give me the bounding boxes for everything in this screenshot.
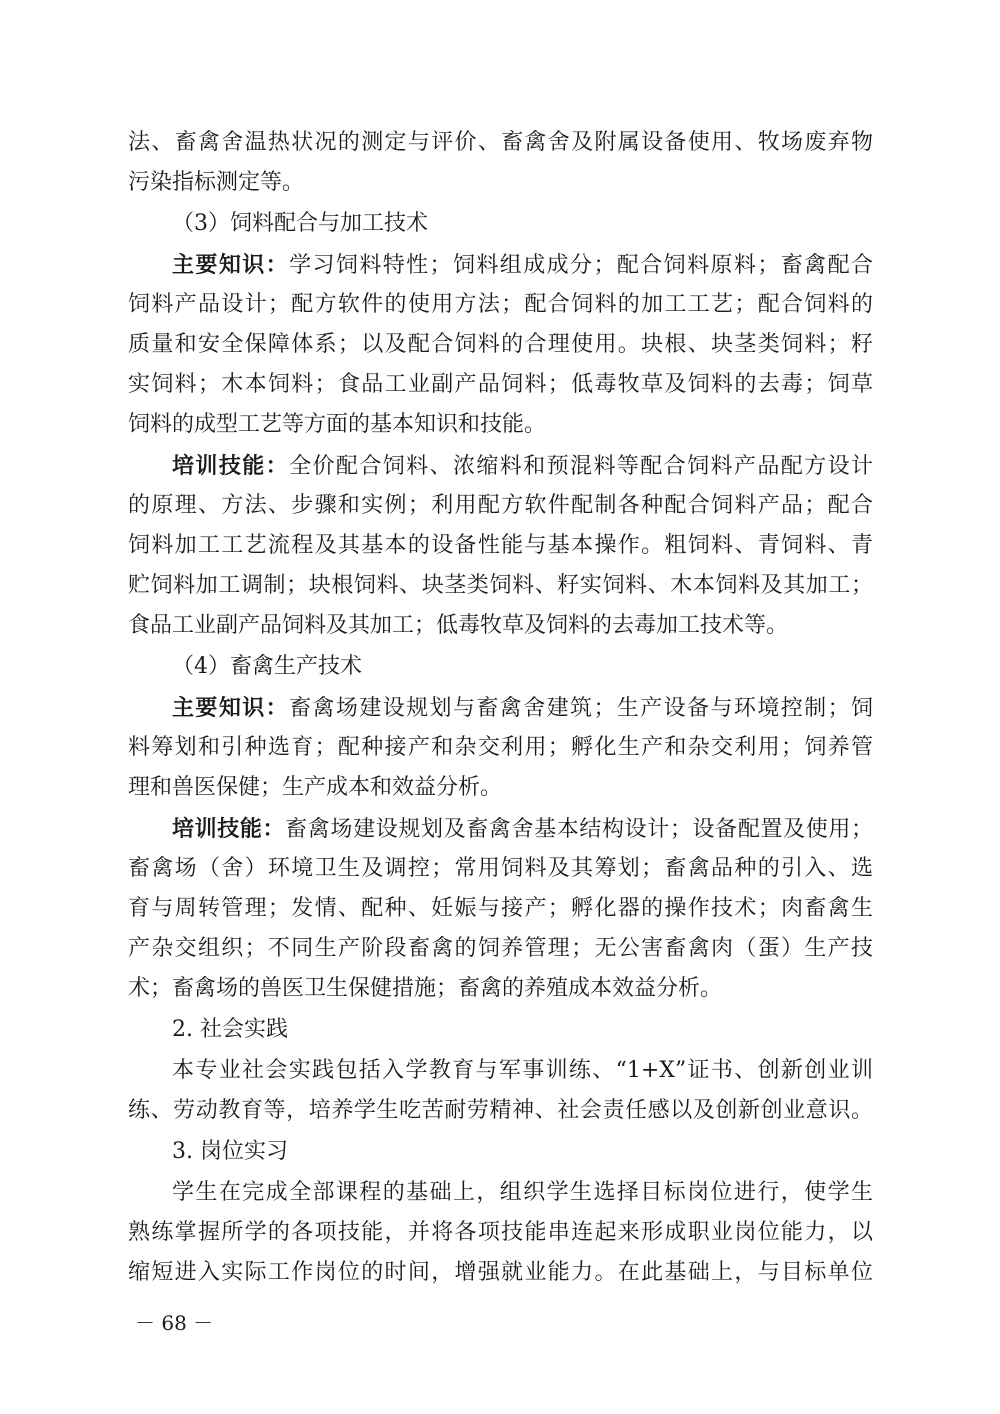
text-line: 练、劳动教育等，培养学生吃苦耐劳精神、社会责任感以及创新创业意识。: [128, 1098, 873, 1123]
text-line: 饲料加工工艺流程及其基本的设备性能与基本操作。粗饲料、青饲料、青: [128, 533, 873, 558]
text-line: 产杂交组织；不同生产阶段畜禽的饲养管理；无公害畜禽肉（蛋）生产技: [128, 936, 873, 961]
paragraph-first-line: 学生在完成全部课程的基础上，组织学生选择目标岗位进行，使学生: [172, 1180, 873, 1205]
text-line: 术；畜禽场的兽医卫生保健措施；畜禽的养殖成本效益分析。: [128, 976, 723, 1001]
text-line: 饲料的成型工艺等方面的基本知识和技能。: [128, 412, 547, 437]
text-line: 育与周转管理；发情、配种、妊娠与接产；孵化器的操作技术；肉畜禽生: [128, 896, 873, 921]
text-line: 食品工业副产品饲料及其加工；低毒牧草及饲料的去毒加工技术等。: [128, 613, 789, 638]
text-line: 贮饲料加工调制；块根饲料、块茎类饲料、籽实饲料、木本饲料及其加工；: [128, 573, 873, 598]
paragraph-first-line: [172, 245, 873, 285]
section-heading: （3）饲料配合与加工技术: [172, 211, 428, 236]
section-heading: （4）畜禽生产技术: [172, 654, 362, 679]
text-line: 畜禽场（舍）环境卫生及调控；常用饲料及其筹划；畜禽品种的引入、选: [128, 856, 873, 881]
text-line: 污染指标测定等。: [128, 170, 305, 195]
paragraph-label: 主要知识：: [172, 252, 290, 278]
paragraph-label: 培训技能：: [172, 453, 290, 479]
paragraph-text: 畜禽场建设规划与畜禽舍建筑；生产设备与环境控制；饲: [289, 696, 873, 721]
paragraph-first-line: [172, 688, 873, 728]
page-number: － 68 －: [135, 1311, 214, 1335]
text-line: 缩短进入实际工作岗位的时间，增强就业能力。在此基础上，与目标单位: [128, 1260, 873, 1285]
paragraph-label: 主要知识：: [172, 695, 290, 721]
text-line: 质量和安全保障体系；以及配合饲料的合理使用。块根、块茎类饲料；籽: [128, 332, 873, 357]
text-line: 理和兽医保健；生产成本和效益分析。: [128, 775, 503, 800]
text-line: 料筹划和引种选育；配种接产和杂交利用；孵化生产和杂交利用；饲养管: [128, 735, 873, 760]
paragraph-first-line: [172, 446, 873, 486]
paragraph-first-line: [172, 809, 873, 849]
paragraph-text: 学习饲料特性；饲料组成成分；配合饲料原料；畜禽配合: [289, 253, 873, 278]
text-line: 饲料产品设计；配方软件的使用方法；配合饲料的加工工艺；配合饲料的: [128, 292, 873, 317]
paragraph-text: 畜禽场建设规划及畜禽舍基本结构设计；设备配置及使用；: [285, 817, 873, 842]
section-heading: 2. 社会实践: [172, 1017, 288, 1042]
text-line: 的原理、方法、步骤和实例；利用配方软件配制各种配合饲料产品；配合: [128, 493, 873, 518]
paragraph-label: 培训技能：: [172, 816, 286, 842]
paragraph-text: 全价配合饲料、浓缩料和预混料等配合饲料产品配方设计: [289, 454, 873, 479]
text-line: 法、畜禽舍温热状况的测定与评价、畜禽舍及附属设备使用、牧场废弃物: [128, 130, 873, 155]
text-line: 熟练掌握所学的各项技能，并将各项技能串连起来形成职业岗位能力，以: [128, 1220, 873, 1245]
paragraph-first-line: 本专业社会实践包括入学教育与军事训练、“1+X”证书、创新创业训: [172, 1058, 873, 1083]
text-line: 实饲料；木本饲料；食品工业副产品饲料；低毒牧草及饲料的去毒；饲草: [128, 372, 873, 397]
section-heading: 3. 岗位实习: [172, 1139, 288, 1164]
